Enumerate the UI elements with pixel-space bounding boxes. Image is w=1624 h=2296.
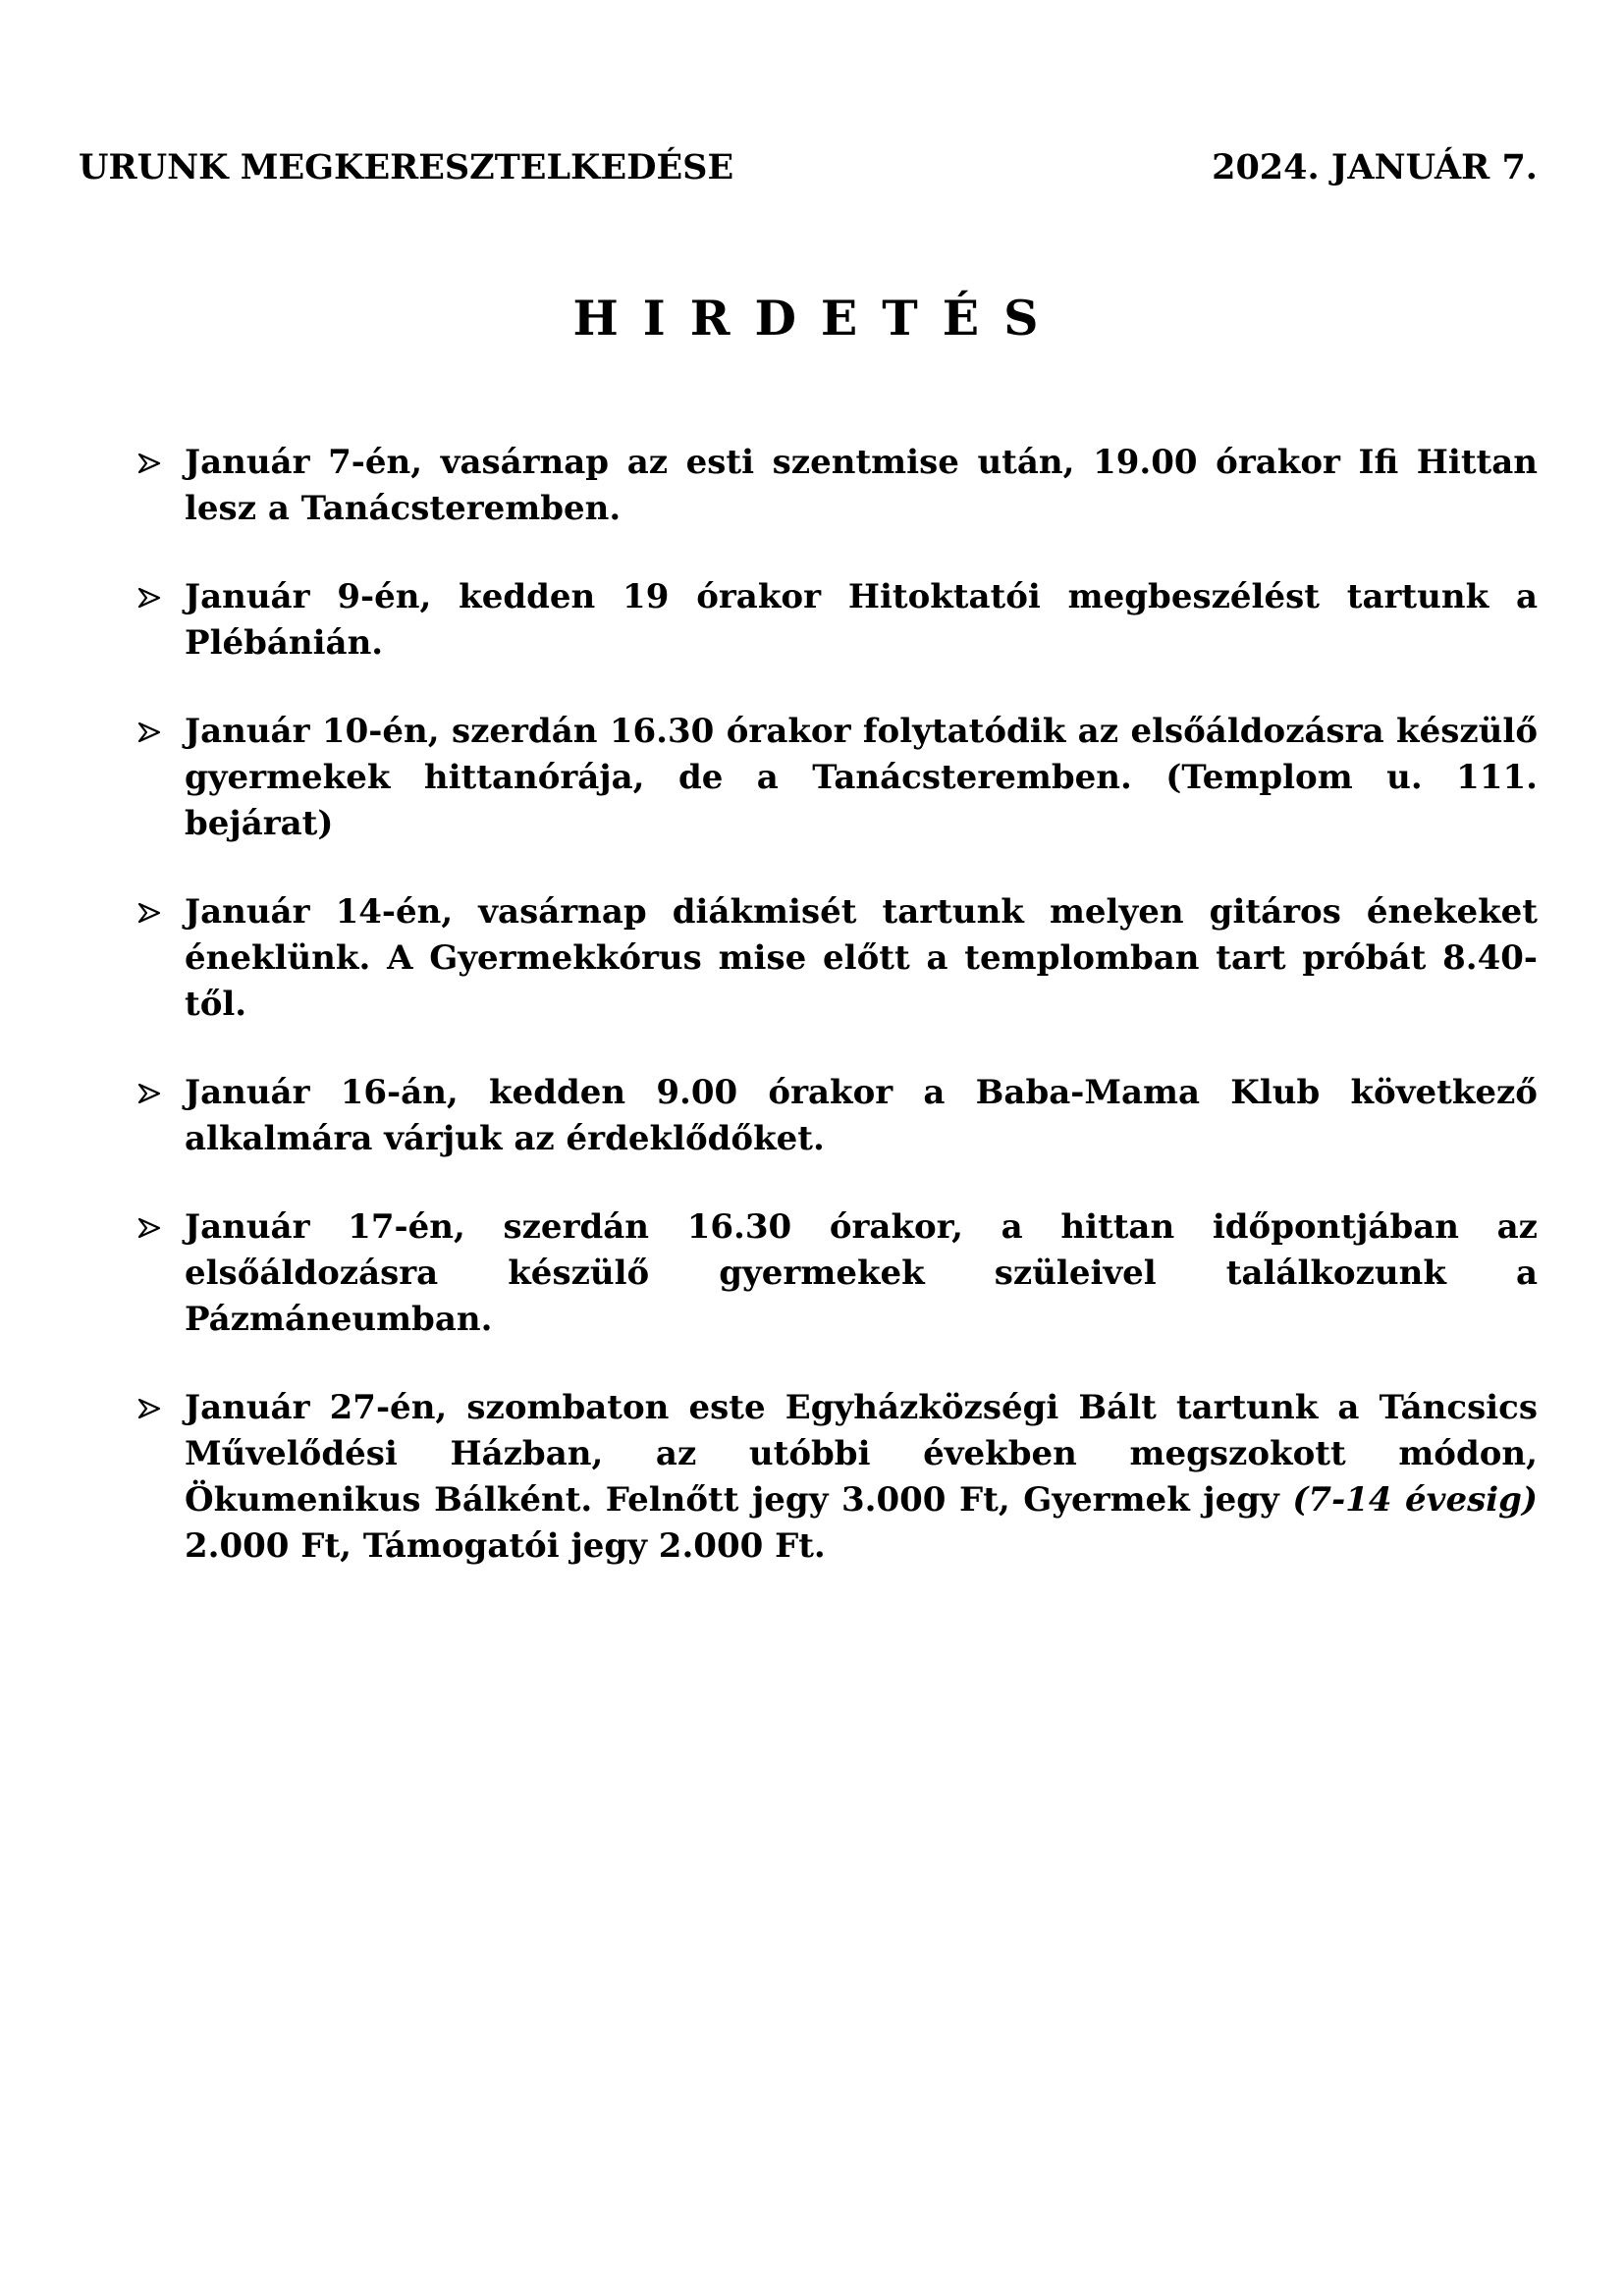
arrow-bullet-icon [137, 1204, 167, 1251]
list-item-text: Január 14-én, vasárnap diákmisét tartunk melyen gitáros énekeket éneklünk. A Gyermekkórus mise előtt a templomban tart próbát 8.40-től. [185, 892, 1538, 1024]
list-item-text-part: Január 27-én, szombaton este Egyházközségi Bált tartunk a Táncsics Művelődési Házban, az utóbbi években megszokott módon, Ökumenikus Bálként. Felnőtt jegy 3.000 Ft, Gyermek jegy [185, 1388, 1538, 1520]
list-item-text: Január 10-én, szerdán 16.30 órakor folytatódik az elsőáldozásra készülő gyermekek hittanórája, de a Tanácsteremben. (Templom u. 111. bejárat) [185, 712, 1538, 843]
arrow-bullet-icon [137, 574, 167, 620]
list-item [137, 1070, 1538, 1162]
list-item-text: Január 16-án, kedden 9.00 órakor a Baba-Mama Klub következő alkalmára várjuk az érdeklődőket. [185, 1073, 1538, 1158]
arrow-bullet-icon [137, 1385, 167, 1431]
header-date: 2024. JANUÁR 7. [1212, 147, 1538, 187]
header-feast-name: URUNK MEGKERESZTELKEDÉSE [79, 147, 734, 187]
arrow-bullet-icon [137, 1070, 167, 1116]
list-item-text [185, 1388, 1538, 1566]
list-item-text: Január 9-én, kedden 19 órakor Hitoktatói megbeszélést tartunk a Plébánián. [185, 577, 1538, 663]
list-item [137, 1385, 1538, 1570]
announcement-list [137, 440, 1538, 1612]
arrow-bullet-icon [137, 709, 167, 755]
arrow-bullet-icon [137, 440, 167, 486]
page-header [79, 147, 1538, 187]
list-item [137, 440, 1538, 532]
list-item [137, 574, 1538, 667]
list-item [137, 709, 1538, 847]
list-item-text: Január 7-én, vasárnap az esti szentmise után, 19.00 órakor Ifi Hittan lesz a Tanácsteremben. [185, 443, 1538, 528]
list-item [137, 889, 1538, 1028]
list-item [137, 1204, 1538, 1343]
arrow-bullet-icon [137, 889, 167, 935]
list-item-text: Január 17-én, szerdán 16.30 órakor, a hittan időpontjában az elsőáldozásra készülő gyermekek szüleivel találkozunk a Pázmáneumban. [185, 1207, 1538, 1339]
list-item-italic-note: (7-14 évesig) [1292, 1480, 1538, 1520]
list-item-text-part: 2.000 Ft, Támogatói jegy 2.000 Ft. [185, 1526, 826, 1566]
page-title: HIRDETÉS [572, 290, 1063, 347]
